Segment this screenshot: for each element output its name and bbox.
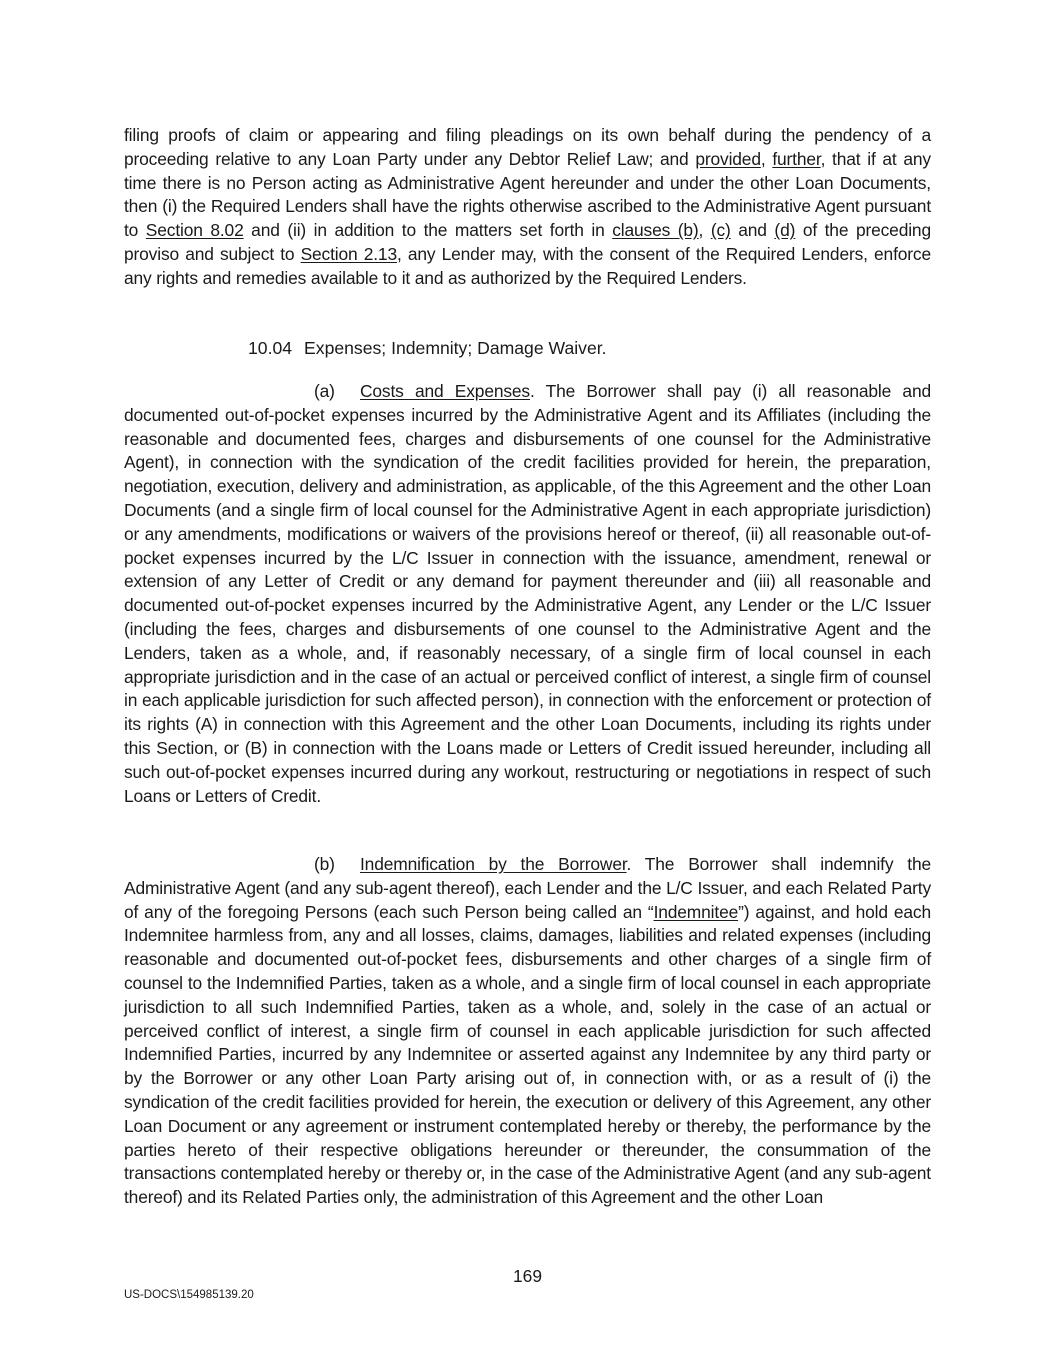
further-term: further — [772, 148, 821, 169]
text-run: , that if at any time there is no Person acting as Administrative Agent hereunder and under the other Loan Documents, then (i) the Required Lenders shall have the rights otherwise ascribed to the Administrative Agent pursuant to — [124, 148, 931, 241]
paragraph-heading: Indemnification by the Borrower — [360, 854, 627, 874]
text-run: , — [698, 220, 711, 241]
section-title: Expenses; Indemnity; Damage Waiver. — [304, 338, 607, 358]
paragraph-text: ”) against, and hold each Indemnitee harmless from, any and all losses, claims, damages, liabilities and related expenses (including reasonable and documented out-of-pocket fees, disbursements and other charges of a single firm of counsel to the Indemnified Parties, taken as a whole, and a single firm of local counsel in each appropriate jurisdiction to all such Indemnified Parties, taken as a whole, and, solely in the case of an actual or perceived conflict of interest, a single firm of counsel in each applicable jurisdiction for such affected Indemnified Parties, incurred by any Indemnitee or asserted against any Indemnitee by any third party or by the Borrower or any other Loan Party arising out of, in connection with, or as a result of (i) the syndication of the credit facilities provided for herein, the execution or delivery of this Agreement, any other Loan Document or any agreement or instrument contemplated hereby or thereby, the performance by the parties hereto of their respective obligations hereunder or thereunder, the consummation of the transactions contemplated hereby or thereby or, in the case of the Administrative Agent (and any sub-agent thereof) and its Related Parties only, the administration of this Agreement and the other Loan — [124, 901, 931, 1208]
clause-reference: (d) — [774, 220, 796, 241]
paragraph-b — [124, 853, 931, 1210]
document-id: US-DOCS\154985139.20 — [124, 1289, 254, 1301]
text-run: , — [760, 148, 773, 169]
section-number: 10.04 — [248, 338, 293, 358]
clause-reference: clauses (b) — [612, 220, 699, 241]
paragraph-label: (b) — [314, 854, 335, 874]
text-run: and — [730, 220, 775, 241]
paragraph-label: (a) — [314, 381, 335, 401]
section-reference: Section 2.13 — [300, 243, 397, 264]
section-heading — [248, 336, 607, 360]
continuation-paragraph — [124, 124, 931, 291]
paragraph-heading: Costs and Expenses — [360, 381, 530, 401]
page-number: 169 — [512, 1266, 542, 1286]
text-run: filing proofs of claim or appearing and filing pleadings on its own behalf during the pendency of a proceeding relative to any Loan Party under any Debtor Relief Law; and — [124, 125, 931, 169]
text-run: of the preceding proviso and subject to — [124, 220, 931, 264]
paragraph-a — [124, 380, 931, 808]
provided-term: provided — [695, 148, 761, 169]
section-reference: Section 8.02 — [145, 220, 244, 241]
paragraph-text: . The Borrower shall pay (i) all reasonable and documented out-of-pocket expenses incurred by the Administrative Agent and its Affiliates (including the reasonable and documented fees, charges and disbursements of one counsel for the Administrative Agent), in connection with the syndication of the credit facilities provided for herein, the preparation, negotiation, execution, delivery and administration, as applicable, of the this Agreement and the other Loan Documents (and a single firm of local counsel for the Administrative Agent in each appropriate jurisdiction) or any amendments, modifications or waivers of the provisions hereof or thereof, (ii) all reasonable out-of-pocket expenses incurred by the L/C Issuer in connection with the issuance, amendment, renewal or extension of any Letter of Credit or any demand for payment thereunder and (iii) all reasonable and documented out-of-pocket expenses incurred by the Administrative Agent, any Lender or the L/C Issuer (including the fees, charges and disbursements of one counsel to the Administrative Agent and the Lenders, taken as a whole, and, if reasonably necessary, of a single firm of local counsel in each appropriate jurisdiction and in the case of an actual or perceived conflict of interest, a single firm of counsel in each applicable jurisdiction for such affected person), in connection with the enforcement or protection of its rights (A) in connection with this Agreement and the other Loan Documents, including its rights under this Section, or (B) in connection with the Loans made or Letters of Credit issued hereunder, including all such out-of-pocket expenses incurred during any workout, restructuring or negotiations in respect of such Loans or Letters of Credit. — [124, 381, 932, 806]
text-run: and (ii) in addition to the matters set forth in — [243, 220, 613, 241]
defined-term: Indemnitee — [653, 901, 739, 922]
clause-reference: (c) — [710, 220, 731, 241]
text-run: , any Lender may, with the consent of the Required Lenders, enforce any rights and remedies available to it and as authorized by the Required Lenders. — [124, 243, 931, 288]
paragraph-text: . The Borrower shall indemnify the Administrative Agent (and any sub-agent thereof), each Lender and the L/C Issuer, and each Related Party of any of the foregoing Persons (each such Person being called an “ — [124, 854, 931, 922]
